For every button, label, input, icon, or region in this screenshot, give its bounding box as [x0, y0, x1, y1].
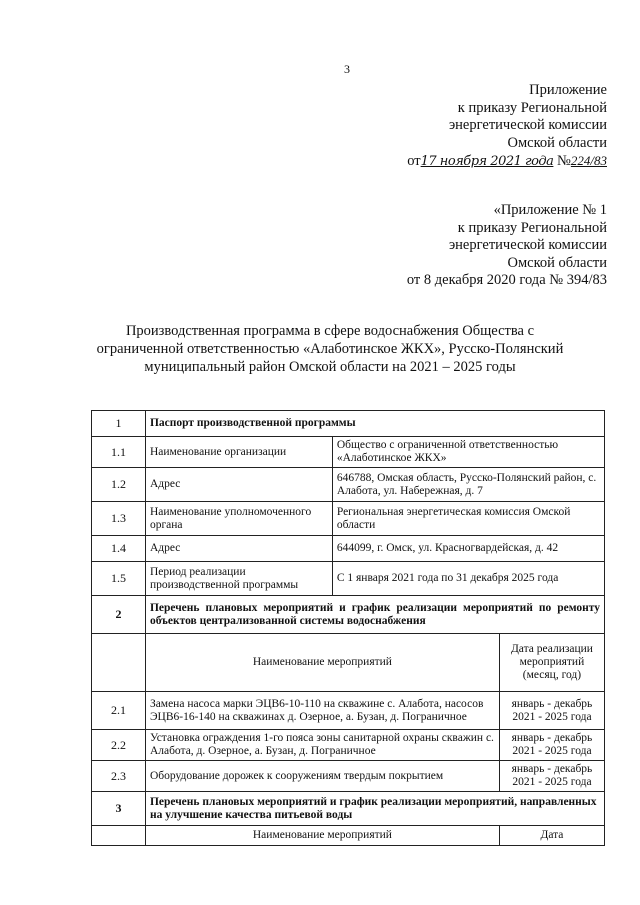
appendix-line: Омской области — [507, 134, 607, 151]
order-date-line — [407, 152, 607, 171]
activity-name: Замена насоса марки ЭЦВ6-10-110 на скважине с. Алабота, насосов ЭЦВ6-16-140 на скважинах д. Озерное, а. Бузан, д. Пограничное — [145, 692, 499, 730]
section-title: Паспорт производственной программы — [145, 411, 604, 437]
empty-cell — [92, 634, 146, 692]
row-number: 2.1 — [92, 692, 146, 730]
column-header-date: Дата реализации мероприятий (месяц, год) — [499, 634, 604, 692]
activity-date: январь - декабрь 2021 - 2025 года — [499, 692, 604, 730]
row-value: Региональная энергетическая комиссия Омской области — [332, 502, 604, 536]
number-label: № — [557, 153, 571, 169]
row-number: 1.1 — [92, 437, 146, 468]
appendix1-line: к приказу Региональной — [457, 219, 607, 236]
section-number: 1 — [92, 411, 146, 437]
row-number: 2.3 — [92, 761, 146, 792]
section-title: Перечень плановых мероприятий и график реализации мероприятий, направленных на улучшение качества питьевой воды — [145, 792, 604, 826]
column-header-name: Наименование мероприятий — [145, 826, 499, 846]
appendix1-line: «Приложение № 1 — [493, 202, 607, 218]
table-row — [92, 761, 605, 792]
table-row — [92, 634, 605, 692]
table-row — [92, 437, 605, 468]
section-number: 3 — [92, 792, 146, 826]
appendix1-line: Омской области — [507, 254, 607, 271]
activity-name: Установка ограждения 1-го пояса зоны санитарной охраны скважин с. Алабота, д. Озерное, а. Бузан, д. Пограничное — [145, 730, 499, 761]
page-number: 3 — [344, 62, 350, 76]
row-value: Общество с ограниченной ответственностью «Алаботинское ЖКХ» — [332, 437, 604, 468]
appendix1-line: от 8 декабря 2020 года № 394/83 — [406, 272, 607, 288]
row-value: С 1 января 2021 года по 31 декабря 2025 года — [332, 562, 604, 596]
activity-date: январь - декабрь 2021 - 2025 года — [499, 730, 604, 761]
from-label: от — [407, 153, 421, 169]
activity-date: январь - декабрь 2021 - 2025 года — [499, 761, 604, 792]
appendix-line: Приложение — [529, 82, 607, 98]
document-title — [60, 322, 600, 376]
empty-cell — [92, 826, 146, 846]
table-row — [92, 468, 605, 502]
table-row — [92, 692, 605, 730]
table-row — [92, 826, 605, 846]
activity-name: Оборудование дорожек к сооружениям твердым покрытием — [145, 761, 499, 792]
row-label: Наименование организации — [145, 437, 332, 468]
row-number: 1.3 — [92, 502, 146, 536]
table-row — [92, 502, 605, 536]
section-number: 2 — [92, 596, 146, 634]
handwritten-number: 224/83 — [570, 153, 607, 168]
table-row — [92, 411, 605, 437]
row-number: 1.2 — [92, 468, 146, 502]
appendix-line: к приказу Региональной — [457, 99, 607, 116]
title-line: Производственная программа в сфере водоснабжения Общества с — [125, 323, 535, 339]
title-line: муниципальный район Омской области на 2021 – 2025 годы — [144, 359, 516, 375]
table-row — [92, 562, 605, 596]
appendix-header — [407, 82, 607, 171]
column-header-name: Наименование мероприятий — [145, 634, 499, 692]
row-value: 646788, Омская область, Русско-Полянский район, с. Алабота, ул. Набережная, д. 7 — [332, 468, 604, 502]
table-row — [92, 596, 605, 634]
row-number: 1.4 — [92, 536, 146, 562]
appendix-line: энергетической комиссии — [448, 117, 607, 133]
table-row — [92, 730, 605, 761]
row-label: Наименование уполномоченного органа — [145, 502, 332, 536]
handwritten-date: 17 ноября 2021 года — [420, 154, 554, 169]
column-header-date: Дата — [499, 826, 604, 846]
row-value: 644099, г. Омск, ул. Красногвардейская, д. 42 — [332, 536, 604, 562]
row-number: 1.5 — [92, 562, 146, 596]
table-row — [92, 536, 605, 562]
appendix1-line: энергетической комиссии — [448, 237, 607, 253]
program-table — [91, 410, 605, 846]
row-number: 2.2 — [92, 730, 146, 761]
row-label: Адрес — [145, 536, 332, 562]
table-row — [92, 792, 605, 826]
title-line: ограниченной ответственностью «Алаботинское ЖКХ», Русско-Полянский — [96, 341, 564, 357]
row-label: Адрес — [145, 468, 332, 502]
section-title: Перечень плановых мероприятий и график реализации мероприятий по ремонту объектов централизованной системы водоснабжения — [145, 596, 604, 634]
row-label: Период реализации производственной программы — [145, 562, 332, 596]
appendix1-header — [407, 202, 607, 290]
